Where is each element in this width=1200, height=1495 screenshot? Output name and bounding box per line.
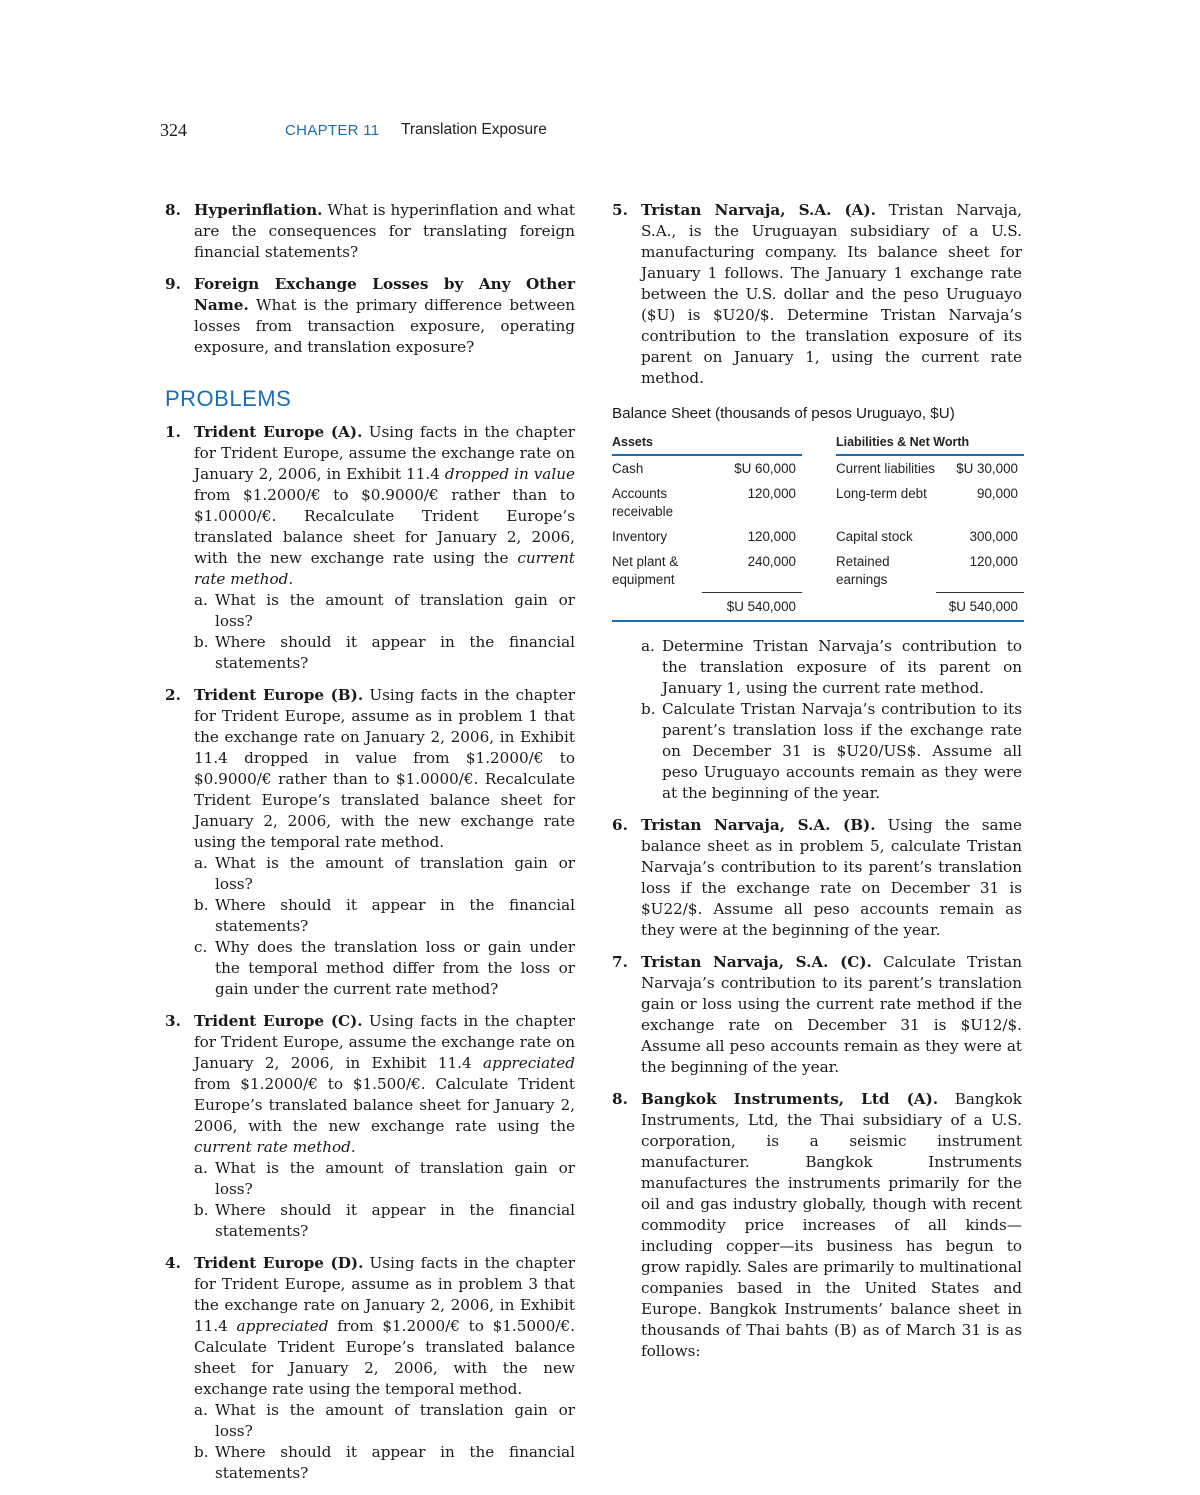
question-title: Foreign Exchange Losses by Any Other Name. (194, 275, 575, 314)
problem-number: 2. (165, 686, 181, 704)
sub-question (194, 1158, 575, 1200)
problem-title: Bangkok Instruments, Ltd (A). (641, 1089, 939, 1108)
page-number: 324 (160, 120, 187, 140)
left-column (165, 200, 575, 1495)
problem-title: Tristan Narvaja, S.A. (B). (641, 815, 876, 834)
asset-value: 240,000 (747, 554, 796, 569)
asset-value: 120,000 (747, 486, 796, 501)
sub-text: Calculate Tristan Narvaja’s contribution to its parent’s translation loss if the exchange rate on December 31 is $U20/US$. Assume all peso Uruguayo accounts remain as they were at the beginning of the year. (662, 699, 1022, 802)
sub-label: b. (194, 1443, 209, 1461)
sub-label: a. (194, 854, 208, 872)
problem-text: Using facts in the chapter for Trident Europe, assume as in problem 1 that the exchange rate on January 2, 2006, in Exhibit 11.4 dropped in value from $1.2000/€ to $0.9000/€ rather than to $1.0000/€. Recalculate Trident Europe’s translated balance sheet for January 2, 2006, with the new exchange rate using the temporal rate method. (194, 686, 575, 851)
problem-emphasis: appreciated (483, 1054, 575, 1072)
table-row (612, 481, 1024, 524)
table-row (612, 524, 1024, 549)
running-header (0, 120, 1200, 144)
problem-text: Tristan Narvaja, S.A., is the Uruguayan subsidiary of a U.S. manufacturing company. Its balance sheet for January 1 follows. The January 1 exchange rate between the U.S. dollar and the peso Uruguayo ($U) is $U20/$. Determine Tristan Narvaja’s contribution to the translation exposure of its parent on January 1, using the current rate method. (641, 201, 1023, 387)
problem-7 (612, 952, 1022, 1078)
sub-label: a. (194, 591, 208, 609)
sub-question (194, 895, 575, 937)
problem-title: Tristan Narvaja, S.A. (C). (641, 952, 872, 971)
problem-text: from $1.2000/€ to $0.9000/€ rather than to $1.0000/€. Recalculate Trident Europe’s translated balance sheet for January 2, 2006, with the new exchange rate using the (194, 486, 575, 567)
problem-title: Tristan Narvaja, S.A. (A). (641, 201, 876, 219)
problem-1 (165, 422, 575, 674)
chapter-title: Translation Exposure (401, 121, 547, 138)
sub-label: b. (194, 633, 209, 651)
problem-text: Using facts in the chapter for Trident Europe, assume the exchange rate on January 2, 2006, in Exhibit 11.4 (194, 1012, 576, 1072)
liability-label: Retained earnings (836, 554, 890, 587)
problem-emphasis: appreciated (236, 1317, 329, 1335)
sub-text: Where should it appear in the financial statements? (215, 633, 575, 672)
asset-total-spacer (612, 592, 702, 621)
balance-sheet-table (612, 429, 1024, 622)
question-number: 9. (165, 275, 181, 293)
sub-label: c. (194, 938, 208, 956)
column-gap (802, 592, 836, 621)
problem-text: Using facts in the chapter for Trident Europe, assume the exchange rate on January 2, 2006, in Exhibit 11.4 (194, 423, 576, 483)
sub-question (194, 590, 575, 632)
sub-text: Where should it appear in the financial statements? (215, 1443, 575, 1482)
problem-title: Trident Europe (C). (194, 1012, 363, 1030)
asset-label: Net plant & equipment (612, 554, 679, 587)
right-column (612, 200, 1022, 1373)
liability-label: Long-term debt (836, 486, 927, 501)
problem-emphasis: current rate method (194, 549, 575, 588)
question-text: What is hyperinflation and what are the consequences for translating foreign financial statements? (194, 201, 575, 261)
sub-label: b. (641, 699, 656, 718)
table-header-row (612, 429, 1024, 455)
problem-emphasis: dropped in value (444, 465, 575, 483)
sub-question (641, 636, 1022, 699)
problem-2 (165, 685, 575, 1000)
balance-sheet (612, 405, 1022, 622)
problem-number: 5. (612, 201, 628, 219)
sub-text: What is the amount of translation gain or loss? (215, 854, 575, 893)
liability-value: 90,000 (977, 486, 1018, 501)
question-8 (165, 200, 575, 263)
sub-text: Why does the translation loss or gain under the temporal method differ from the loss or gain under the current rate method? (215, 938, 575, 998)
question-text: What is the primary difference between losses from transaction exposure, operating exposure, and translation exposure? (194, 296, 575, 356)
question-number: 8. (165, 201, 181, 219)
asset-value: $U 60,000 (734, 461, 796, 476)
sub-label: a. (641, 636, 655, 655)
total-row (612, 592, 1024, 621)
sub-label: a. (194, 1401, 208, 1419)
liability-value: 120,000 (969, 554, 1018, 569)
sub-question (194, 937, 575, 1000)
liability-value: $U 30,000 (956, 461, 1018, 476)
column-gap (802, 481, 836, 524)
problem-title: Trident Europe (D). (194, 1254, 364, 1272)
problem-5 (612, 200, 1022, 389)
problem-text: from $1.2000/€ to $1.5000/€. Calculate Trident Europe’s translated balance sheet for January 2, 2006, with the new exchange rate using the temporal method. (194, 1317, 575, 1398)
problem-text: . (350, 1138, 356, 1156)
problem-5-subs (612, 636, 1022, 804)
problem-4 (165, 1253, 575, 1484)
problem-title: Trident Europe (A). (194, 423, 363, 441)
problem-3 (165, 1011, 575, 1242)
problem-number: 3. (165, 1012, 181, 1030)
column-gap (802, 429, 836, 455)
sub-text: Where should it appear in the financial statements? (215, 1201, 575, 1240)
sub-text: What is the amount of translation gain or loss? (215, 1159, 575, 1198)
liability-total: $U 540,000 (936, 592, 1024, 621)
sub-text: What is the amount of translation gain or loss? (215, 1401, 575, 1440)
sub-question (641, 699, 1022, 804)
sub-text: What is the amount of translation gain or loss? (215, 591, 575, 630)
problem-title: Trident Europe (B). (194, 686, 364, 704)
problem-number: 4. (165, 1254, 181, 1272)
problem-text: Calculate Tristan Narvaja’s contribution to its parent’s translation gain or loss using the current rate method if the exchange rate on December 31 is $U12/$. Assume all peso accounts remain as they were at the beginning of the year. (641, 952, 1023, 1076)
problem-text: . (288, 570, 294, 588)
sub-text: Determine Tristan Narvaja’s contribution to the translation exposure of its parent on January 1, using the current rate method. (662, 636, 1022, 697)
problem-text: Bangkok Instruments, Ltd, the Thai subsidiary of a U.S. corporation, is a seismic instrument manufacturer. Bangkok Instruments manufactures the instruments primarily for the oil and gas industry globally, though with recent commodity price increases of all kinds—including copper—its business has begun to grow rapidly. Sales are primarily to multinational companies based in the United States and Europe. Bangkok Instruments’ balance sheet in thousands of Thai bahts (B) as of March 31 is as follows: (641, 1089, 1022, 1360)
sub-label: b. (194, 1201, 209, 1219)
problem-number: 7. (612, 952, 628, 971)
column-gap (802, 455, 836, 481)
liability-label: Capital stock (836, 529, 913, 544)
asset-label: Accounts receivable (612, 486, 674, 519)
problem-number: 6. (612, 815, 628, 834)
balance-sheet-title: Balance Sheet (thousands of pesos Uruguayo, $U) (612, 405, 955, 422)
liability-label: Current liabilities (836, 461, 935, 476)
asset-value: 120,000 (747, 529, 796, 544)
liability-value: 300,000 (969, 529, 1018, 544)
problem-6 (612, 815, 1022, 941)
problem-text: Using the same balance sheet as in problem 5, calculate Tristan Narvaja’s contribution to its parent’s translation loss if the exchange rate on December 31 is $U22/$. Assume all peso accounts remain as they were at the beginning of the year. (641, 815, 1022, 939)
sub-question (194, 632, 575, 674)
sub-label: b. (194, 896, 209, 914)
table-row (612, 455, 1024, 481)
sub-text: Where should it appear in the financial statements? (215, 896, 575, 935)
sub-question (194, 1442, 575, 1484)
liabilities-header: Liabilities & Net Worth (836, 429, 1024, 455)
sub-label: a. (194, 1159, 208, 1177)
problem-text: Using facts in the chapter for Trident Europe, assume as in problem 3 that the exchange rate on January 2, 2006, in Exhibit 11.4 (194, 1254, 575, 1335)
question-9 (165, 274, 575, 358)
problem-text: from $1.2000/€ to $1.500/€. Calculate Trident Europe’s translated balance sheet for January 2, 2006, with the new exchange rate using the (194, 1075, 575, 1135)
sub-question (194, 1200, 575, 1242)
question-title: Hyperinflation. (194, 201, 323, 219)
sub-question (194, 1400, 575, 1442)
asset-total: $U 540,000 (702, 592, 802, 621)
sub-question (194, 853, 575, 895)
asset-label: Cash (612, 461, 644, 476)
liability-total-spacer (836, 592, 936, 621)
column-gap (802, 524, 836, 549)
problem-emphasis: current rate method (194, 1138, 351, 1156)
assets-header: Assets (612, 429, 802, 455)
problem-number: 1. (165, 423, 181, 441)
problem-number: 8. (612, 1089, 628, 1108)
problem-8 (612, 1089, 1022, 1362)
column-gap (802, 549, 836, 592)
problems-heading: PROBLEMS (165, 386, 292, 411)
asset-label: Inventory (612, 529, 668, 544)
table-row (612, 549, 1024, 592)
chapter-label: CHAPTER 11 (285, 122, 380, 139)
